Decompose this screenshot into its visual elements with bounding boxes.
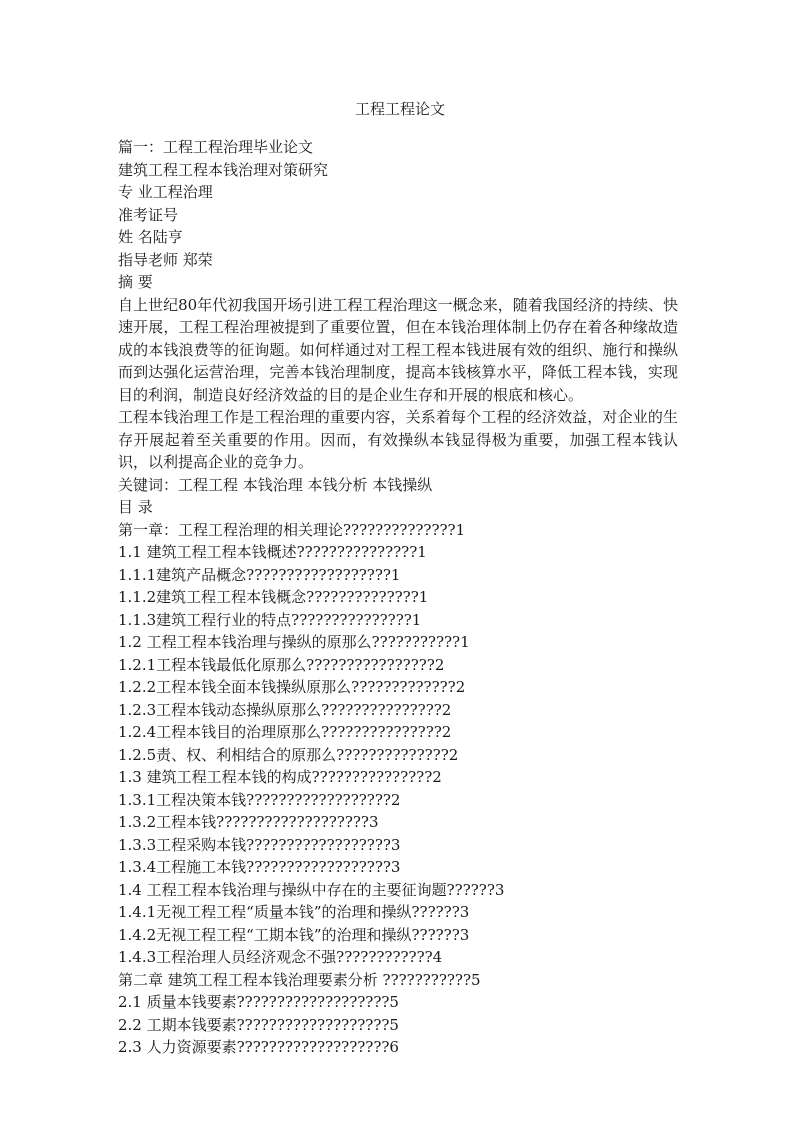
toc-entry: 2.1 质量本钱要素???????????????????5 (118, 993, 399, 1011)
abstract-heading: 摘 要 (118, 273, 153, 291)
table-of-contents (118, 519, 678, 1059)
document-title: 工程工程论文 (354, 100, 445, 118)
exam-id-line: 准考证号 (118, 205, 179, 224)
toc-entry: 1.2 工程工程本钱治理与操纵的原那么???????????1 (118, 633, 470, 651)
toc-entry: 1.3 建筑工程工程本钱的构成???????????????2 (118, 768, 442, 786)
section-heading: 篇一：工程工程治理毕业论文 (118, 138, 314, 156)
toc-entry: 1.1 建筑工程工程本钱概述???????????????1 (118, 543, 427, 561)
toc-entry: 第一章：工程工程治理的相关理论??????????????1 (118, 520, 466, 539)
toc-entry: 1.4.3工程治理人员经济观念不强????????????4 (118, 948, 443, 966)
keywords-line: 关键词：工程工程 本钱治理 本钱分析 本钱操纵 (118, 475, 433, 494)
toc-heading: 目 录 (118, 498, 153, 516)
toc-entry: 第二章 建筑工程工程本钱治理要素分析 ???????????5 (118, 970, 481, 989)
document-body (118, 136, 678, 1059)
toc-entry: 2.2 工期本钱要素???????????????????5 (118, 1015, 399, 1034)
toc-entry: 1.3.3工程采购本钱??????????????????3 (118, 835, 401, 854)
thesis-title: 建筑工程工程本钱治理对策研究 (118, 160, 329, 179)
toc-entry: 1.2.2工程本钱全面本钱操纵原那么?????????????2 (118, 678, 466, 696)
toc-entry: 1.1.3建筑工程行业的特点???????????????1 (118, 610, 422, 629)
abstract-paragraph: 工程本钱治理工作是工程治理的重要内容，关系着每个工程的经济效益，对企业的生存开展起着至关重要的作用。因而，有效操纵本钱显得极为重要，加强工程本钱认识，以利提高企业的竞争力。 (118, 408, 678, 471)
toc-entry: 1.3.4工程施工本钱??????????????????3 (118, 858, 401, 876)
toc-entry: 1.2.3工程本钱动态操纵原那么???????????????2 (118, 700, 452, 719)
toc-entry: 2.3 人力资源要素???????????????????6 (118, 1038, 399, 1056)
toc-entry: 1.1.1建筑产品概念??????????????????1 (118, 565, 401, 584)
toc-entry: 1.4.1无视工程工程“质量本钱”的治理和操纵??????3 (118, 903, 470, 921)
toc-entry: 1.3.2工程本钱???????????????????3 (118, 813, 379, 831)
toc-entry: 1.2.5责、权、利相结合的原那么??????????????2 (118, 745, 459, 764)
advisor-line: 指导老师 郑荣 (118, 250, 213, 269)
toc-entry: 1.4.2无视工程工程“工期本钱”的治理和操纵??????3 (118, 925, 470, 944)
student-name-line: 姓 名陆亨 (118, 228, 183, 246)
toc-entry: 1.2.4工程本钱目的治理原那么???????????????2 (118, 723, 452, 741)
toc-entry: 1.2.1工程本钱最低化原那么????????????????2 (118, 655, 445, 674)
toc-entry: 1.1.2建筑工程工程本钱概念??????????????1 (118, 588, 429, 606)
major-line: 专 业工程治理 (118, 183, 213, 201)
abstract-paragraph: 自上世纪80年代初我国开场引进工程工程治理这一概念来，随着我国经济的持续、快速开展，工程工程治理被提到了重要位置，但在本钱治理体制上仍存在着各种缘故造成的本钱浪费等的征询题。如何样通过对工程工程本钱进展有效的组织、施行和操纵而到达强化运营治理，完善本钱治理制度，提高本钱核算水平，降低工程本钱，实现目的利润，制造良好经济效益的目的是企业生存和开展的根底和核心。 (118, 295, 678, 404)
toc-entry: 1.4 工程工程本钱治理与操纵中存在的主要征询题??????3 (118, 880, 505, 899)
toc-entry: 1.3.1工程决策本钱??????????????????2 (118, 790, 401, 809)
